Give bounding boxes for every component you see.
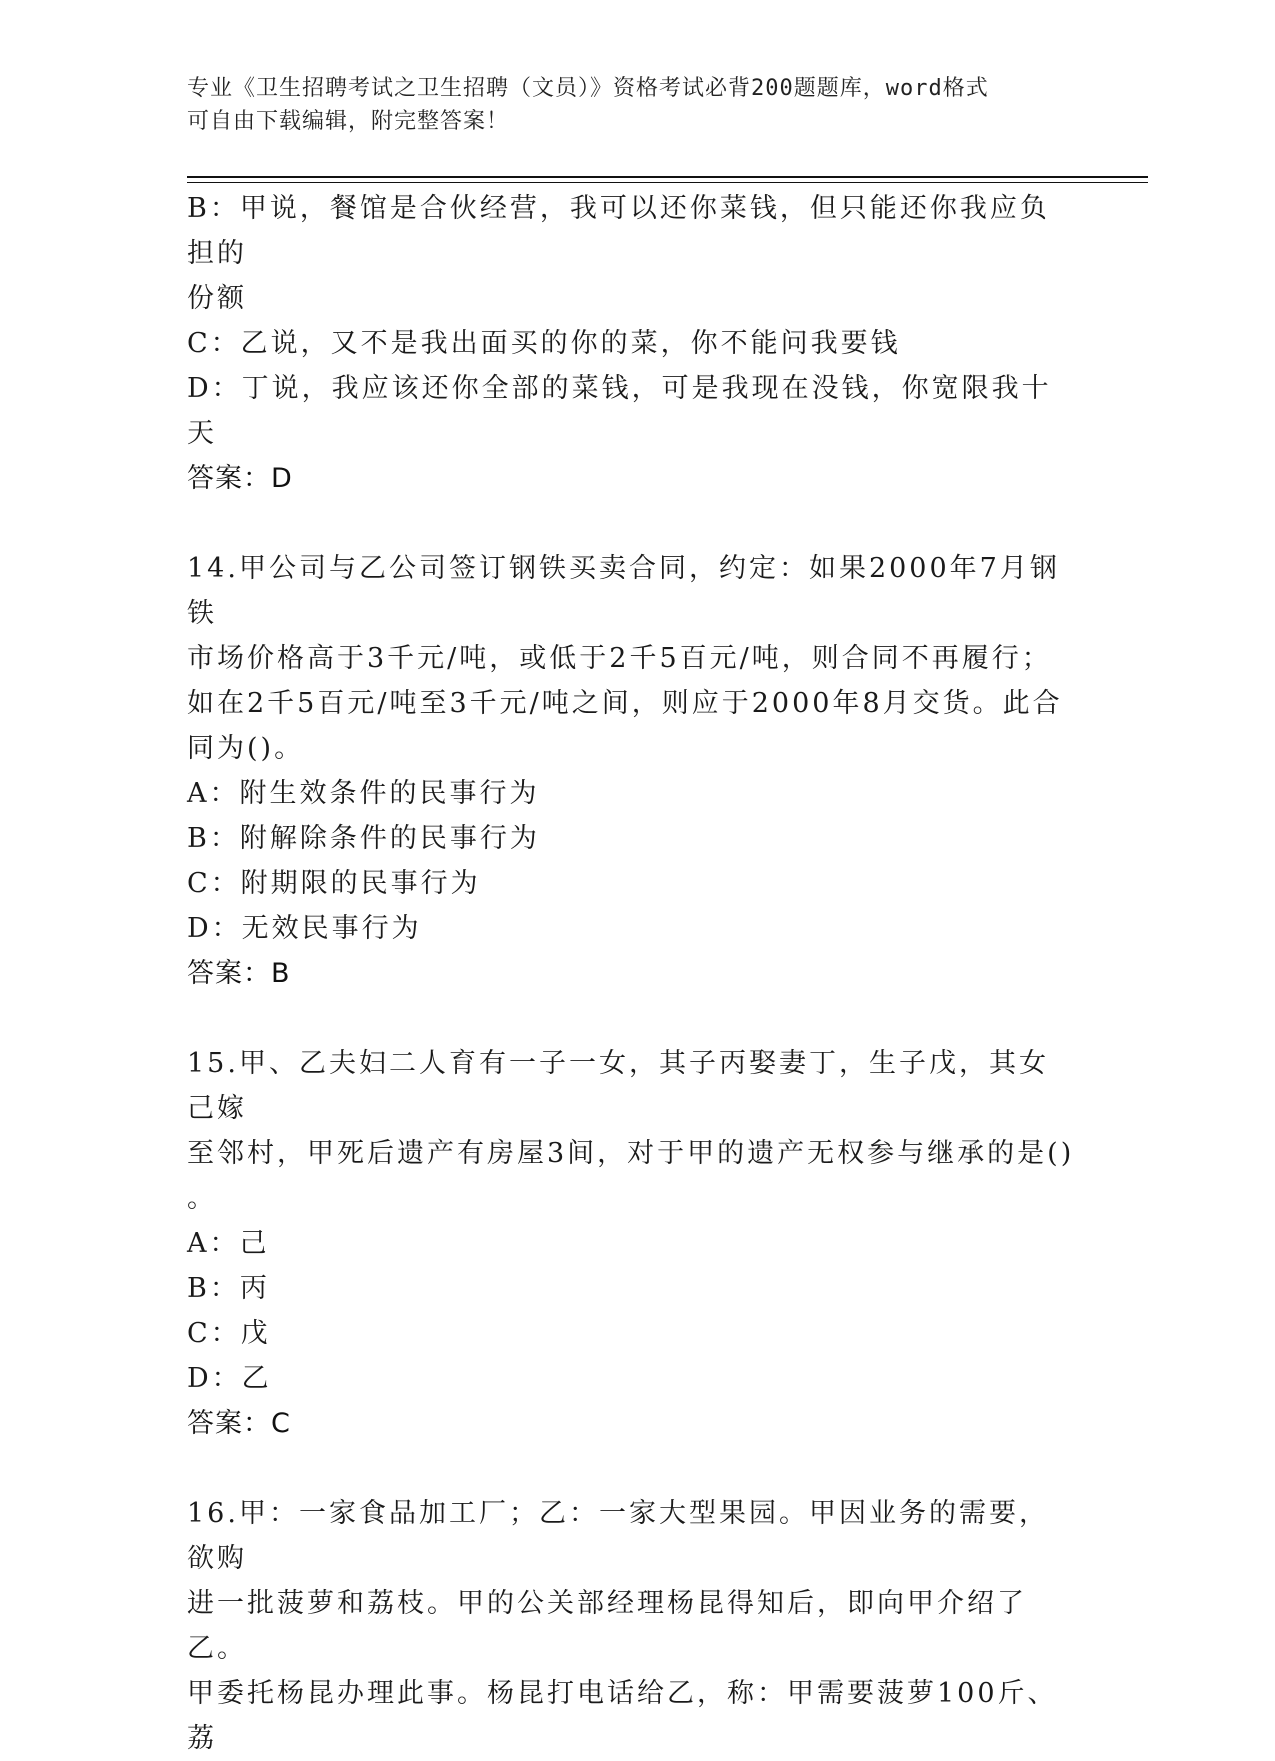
question-13 (187, 186, 1077, 501)
question-stem-line: 如在2千5百元/吨至3千元/吨之间，则应于2000年8月交货。此合 (187, 688, 1063, 719)
option-d: D：丁说，我应该还你全部的菜钱，可是我现在没钱，你宽限我十天 (187, 373, 1052, 449)
question-14 (187, 546, 1077, 996)
header-divider-thick (187, 176, 1148, 178)
option-b-continued: 份额 (187, 283, 247, 314)
option-b: B：甲说，餐馆是合伙经营，我可以还你菜钱，但只能还你我应负担的 (187, 193, 1050, 269)
question-15 (187, 1041, 1077, 1446)
question-stem-line: 16.甲：一家食品加工厂；乙：一家大型果园。甲因业务的需要，欲购 (187, 1498, 1049, 1574)
header-line-1: 专业《卫生招聘考试之卫生招聘（文员）》资格考试必背200题题库，word格式 (187, 76, 989, 101)
answer-line: 答案：D (187, 463, 293, 494)
document-body (187, 186, 1077, 1761)
question-stem-line: 进一批菠萝和荔枝。甲的公关部经理杨昆得知后，即向甲介绍了乙。 (187, 1588, 1027, 1664)
question-stem-line: 。 (187, 1183, 217, 1214)
option-c: C：附期限的民事行为 (187, 868, 481, 899)
option-a: A：己 (187, 1228, 270, 1259)
question-stem-line: 甲委托杨昆办理此事。杨昆打电话给乙，称：甲需要菠萝100斤、荔 (187, 1678, 1058, 1754)
question-stem-line: 15.甲、乙夫妇二人育有一子一女，其子丙娶妻丁，生子戊，其女己嫁 (187, 1048, 1049, 1124)
header-line-2: 可自由下载编辑，附完整答案！ (187, 109, 510, 134)
question-stem-line: 同为()。 (187, 733, 305, 764)
option-c: C：戊 (187, 1318, 271, 1349)
question-stem-line: 14.甲公司与乙公司签订钢铁买卖合同，约定：如果2000年7月钢铁 (187, 553, 1060, 629)
answer-line: 答案：C (187, 1408, 291, 1439)
header-divider-thin (187, 182, 1148, 183)
document-header (187, 72, 1077, 138)
answer-line: 答案：B (187, 958, 291, 989)
option-c: C：乙说，又不是我出面买的你的菜，你不能问我要钱 (187, 328, 901, 359)
question-stem-line: 至邻村，甲死后遗产有房屋3间，对于甲的遗产无权参与继承的是() (187, 1138, 1075, 1169)
question-16 (187, 1491, 1077, 1761)
option-d: D：乙 (187, 1363, 272, 1394)
question-stem-line: 市场价格高于3千元/吨，或低于2千5百元/吨，则合同不再履行； (187, 643, 1052, 674)
option-b: B：丙 (187, 1273, 270, 1304)
option-d: D：无效民事行为 (187, 913, 422, 944)
option-b: B：附解除条件的民事行为 (187, 823, 540, 854)
option-a: A：附生效条件的民事行为 (187, 778, 540, 809)
